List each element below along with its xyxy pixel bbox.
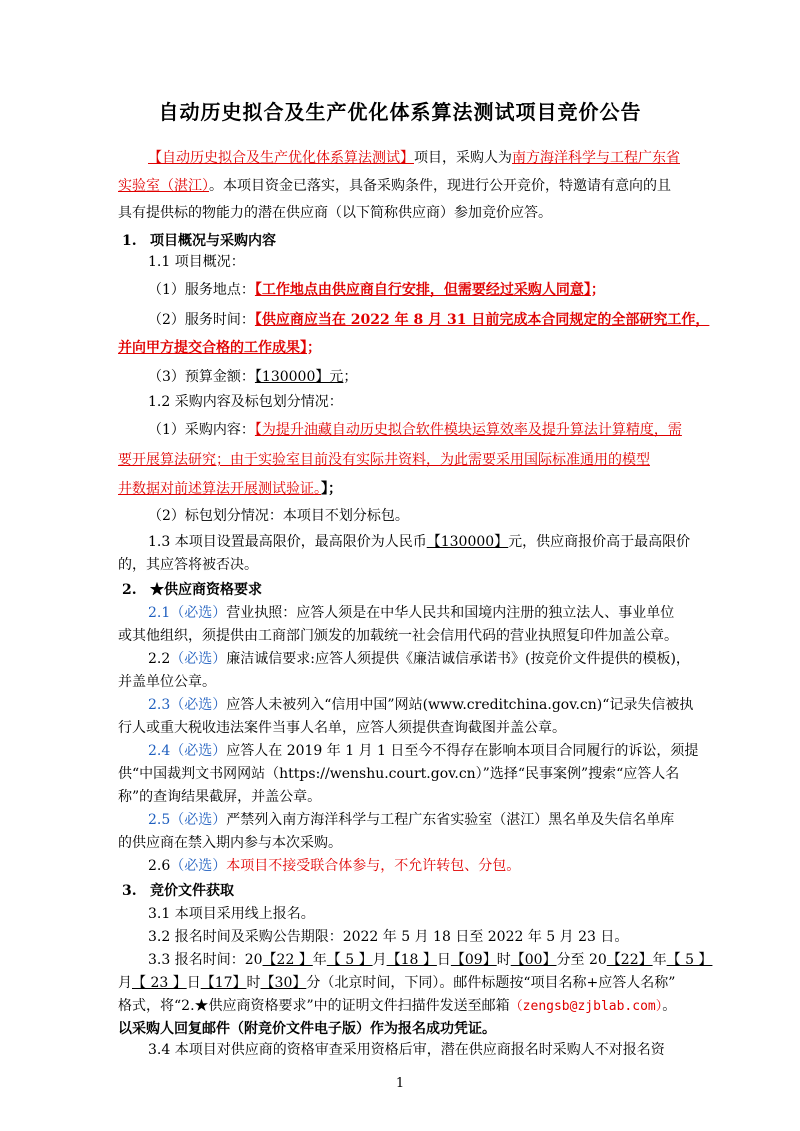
project-name: 【自动历史拟合及生产优化体系算法测试】 <box>148 150 414 166</box>
requirement-2-6: 2.6（必选）本项目不接受联合体参与，不允许转包、分包。 <box>148 858 521 874</box>
page-number: 1 <box>395 1076 405 1091</box>
section-3-1: 3.1 本项目采用线上报名。 <box>148 906 315 922</box>
section-1-3-line-2: 的，其应答将被否决。 <box>118 557 258 573</box>
section-3-4: 3.4 本项目对供应商的资格审查采用资格后审，潜在供应商报名时采购人不对报名资 <box>148 1042 665 1058</box>
requirement-2-3-line-2: 行人或重大税收违法案件当事人名单，应答人须提供查询截图并盖公章。 <box>118 720 566 736</box>
service-time-line-2: 并向甲方提交合格的工作成果】； <box>118 340 321 356</box>
service-location: （1）服务地点：【工作地点由供应商自行安排，但需要经过采购人同意】； <box>148 282 605 298</box>
purchase-content-line-1: （1）采购内容：【为提升油藏自动历史拟合软件模块运算效率及提升算法计算精度，需 <box>148 422 682 438</box>
section-3-3-line-4: 以采购人回复邮件（附竞价文件电子版）作为报名成功凭证。 <box>118 1021 496 1037</box>
requirement-2-2-line-1: 2.2（必选）廉洁诚信要求:应答人须提供《廉洁诚信承诺书》(按竞价文件提供的模板)， <box>148 651 690 667</box>
section-3-3-line-3: 格式，将“2.★供应商资格要求”中的证明文件扫描件发送至邮箱（zengsb@zjblab.com）。 <box>118 998 677 1014</box>
section-2-heading: 2. ★供应商资格要求 <box>122 582 262 598</box>
document-title: 自动历史拟合及生产优化体系算法测试项目竞价公告 <box>158 100 642 124</box>
section-1-3-line-1: 1.3 本项目设置最高限价，最高限价为人民币【130000】元，供应商报价高于最高限价 <box>148 534 691 550</box>
requirement-2-1-line-2: 或其他组织，须提供由工商部门颁发的加载统一社会信用代码的营业执照复印件加盖公章。 <box>118 628 678 644</box>
email-link[interactable]: （zengsb@zjblab.com） <box>509 999 663 1014</box>
section-1-1: 1.1 项目概况： <box>148 254 245 270</box>
section-3-heading: 3. 竞价文件获取 <box>122 883 234 899</box>
purchase-content-line-3: 井数据对前述算法开展测试验证。】； <box>118 481 342 497</box>
service-time-line-1: （2）服务时间：【供应商应当在 2022 年 8 月 31 日前完成本合同规定的全部研究工作， <box>148 312 710 328</box>
requirement-2-3-line-1: 2.3（必选）应答人未被列入“信用中国”网站(www.creditchina.gov.cn)“记录失信被执 <box>148 697 694 713</box>
requirement-2-4-line-2: 供“中国裁判文书网网站（https://wenshu.court.gov.cn）”选择“民事案例”搜索“应答人名 <box>118 766 680 782</box>
requirement-2-4-line-3: 称”的查询结果截屏，并盖公章。 <box>118 789 322 805</box>
purchaser-name: 南方海洋科学与工程广东省 <box>512 150 680 166</box>
section-1-2: 1.2 采购内容及标包划分情况： <box>148 394 343 410</box>
section-3-3-line-1: 3.3 报名时间：20【22 】年【 5 】月【18 】日【09】时【00】分至 20【22】年【 5 】 <box>148 952 713 968</box>
intro-line-2: 实验室（湛江）。本项目资金已落实，具备采购条件，现进行公开竞价，特邀请有意向的且 <box>118 178 671 194</box>
intro-line-1: 【自动历史拟合及生产优化体系算法测试】项目，采购人为南方海洋科学与工程广东省 <box>148 150 680 166</box>
section-3-2: 3.2 报名时间及采购公告期限：2022 年 5 月 18 日至 2022 年 5 月 23 日。 <box>148 929 629 945</box>
section-3-3-line-2: 月【 23 】日【17】时【30】分（北京时间，下同）。邮件标题按“项目名称+应答人名称” <box>118 975 676 991</box>
requirement-2-4-line-1: 2.4（必选）应答人在 2019 年 1 月 1 日至今不得存在影响本项目合同履行的诉讼，须提 <box>148 743 699 759</box>
requirement-2-5-line-2: 的供应商在禁入期内参与本次采购。 <box>118 835 342 851</box>
purchase-content-line-2: 要开展算法研究；由于实验室目前没有实际井资料，为此需要采用国际标准通用的模型 <box>118 452 650 468</box>
requirement-2-1-line-1: 2.1（必选）营业执照：应答人须是在中华人民共和国境内注册的独立法人、事业单位 <box>148 605 675 621</box>
budget-amount: （3）预算金额：【130000】元； <box>148 369 358 385</box>
requirement-2-5-line-1: 2.5（必选）严禁列入南方海洋科学与工程广东省实验室（湛江）黑名单及失信名单库 <box>148 812 675 828</box>
package-division: （2）标包划分情况：本项目不划分标包。 <box>148 508 409 524</box>
section-1-heading: 1. 项目概况与采购内容 <box>122 233 276 249</box>
requirement-2-2-line-2: 并盖单位公章。 <box>118 674 216 690</box>
intro-line-3: 具有提供标的物能力的潜在供应商（以下简称供应商）参加竞价应答。 <box>118 205 552 221</box>
